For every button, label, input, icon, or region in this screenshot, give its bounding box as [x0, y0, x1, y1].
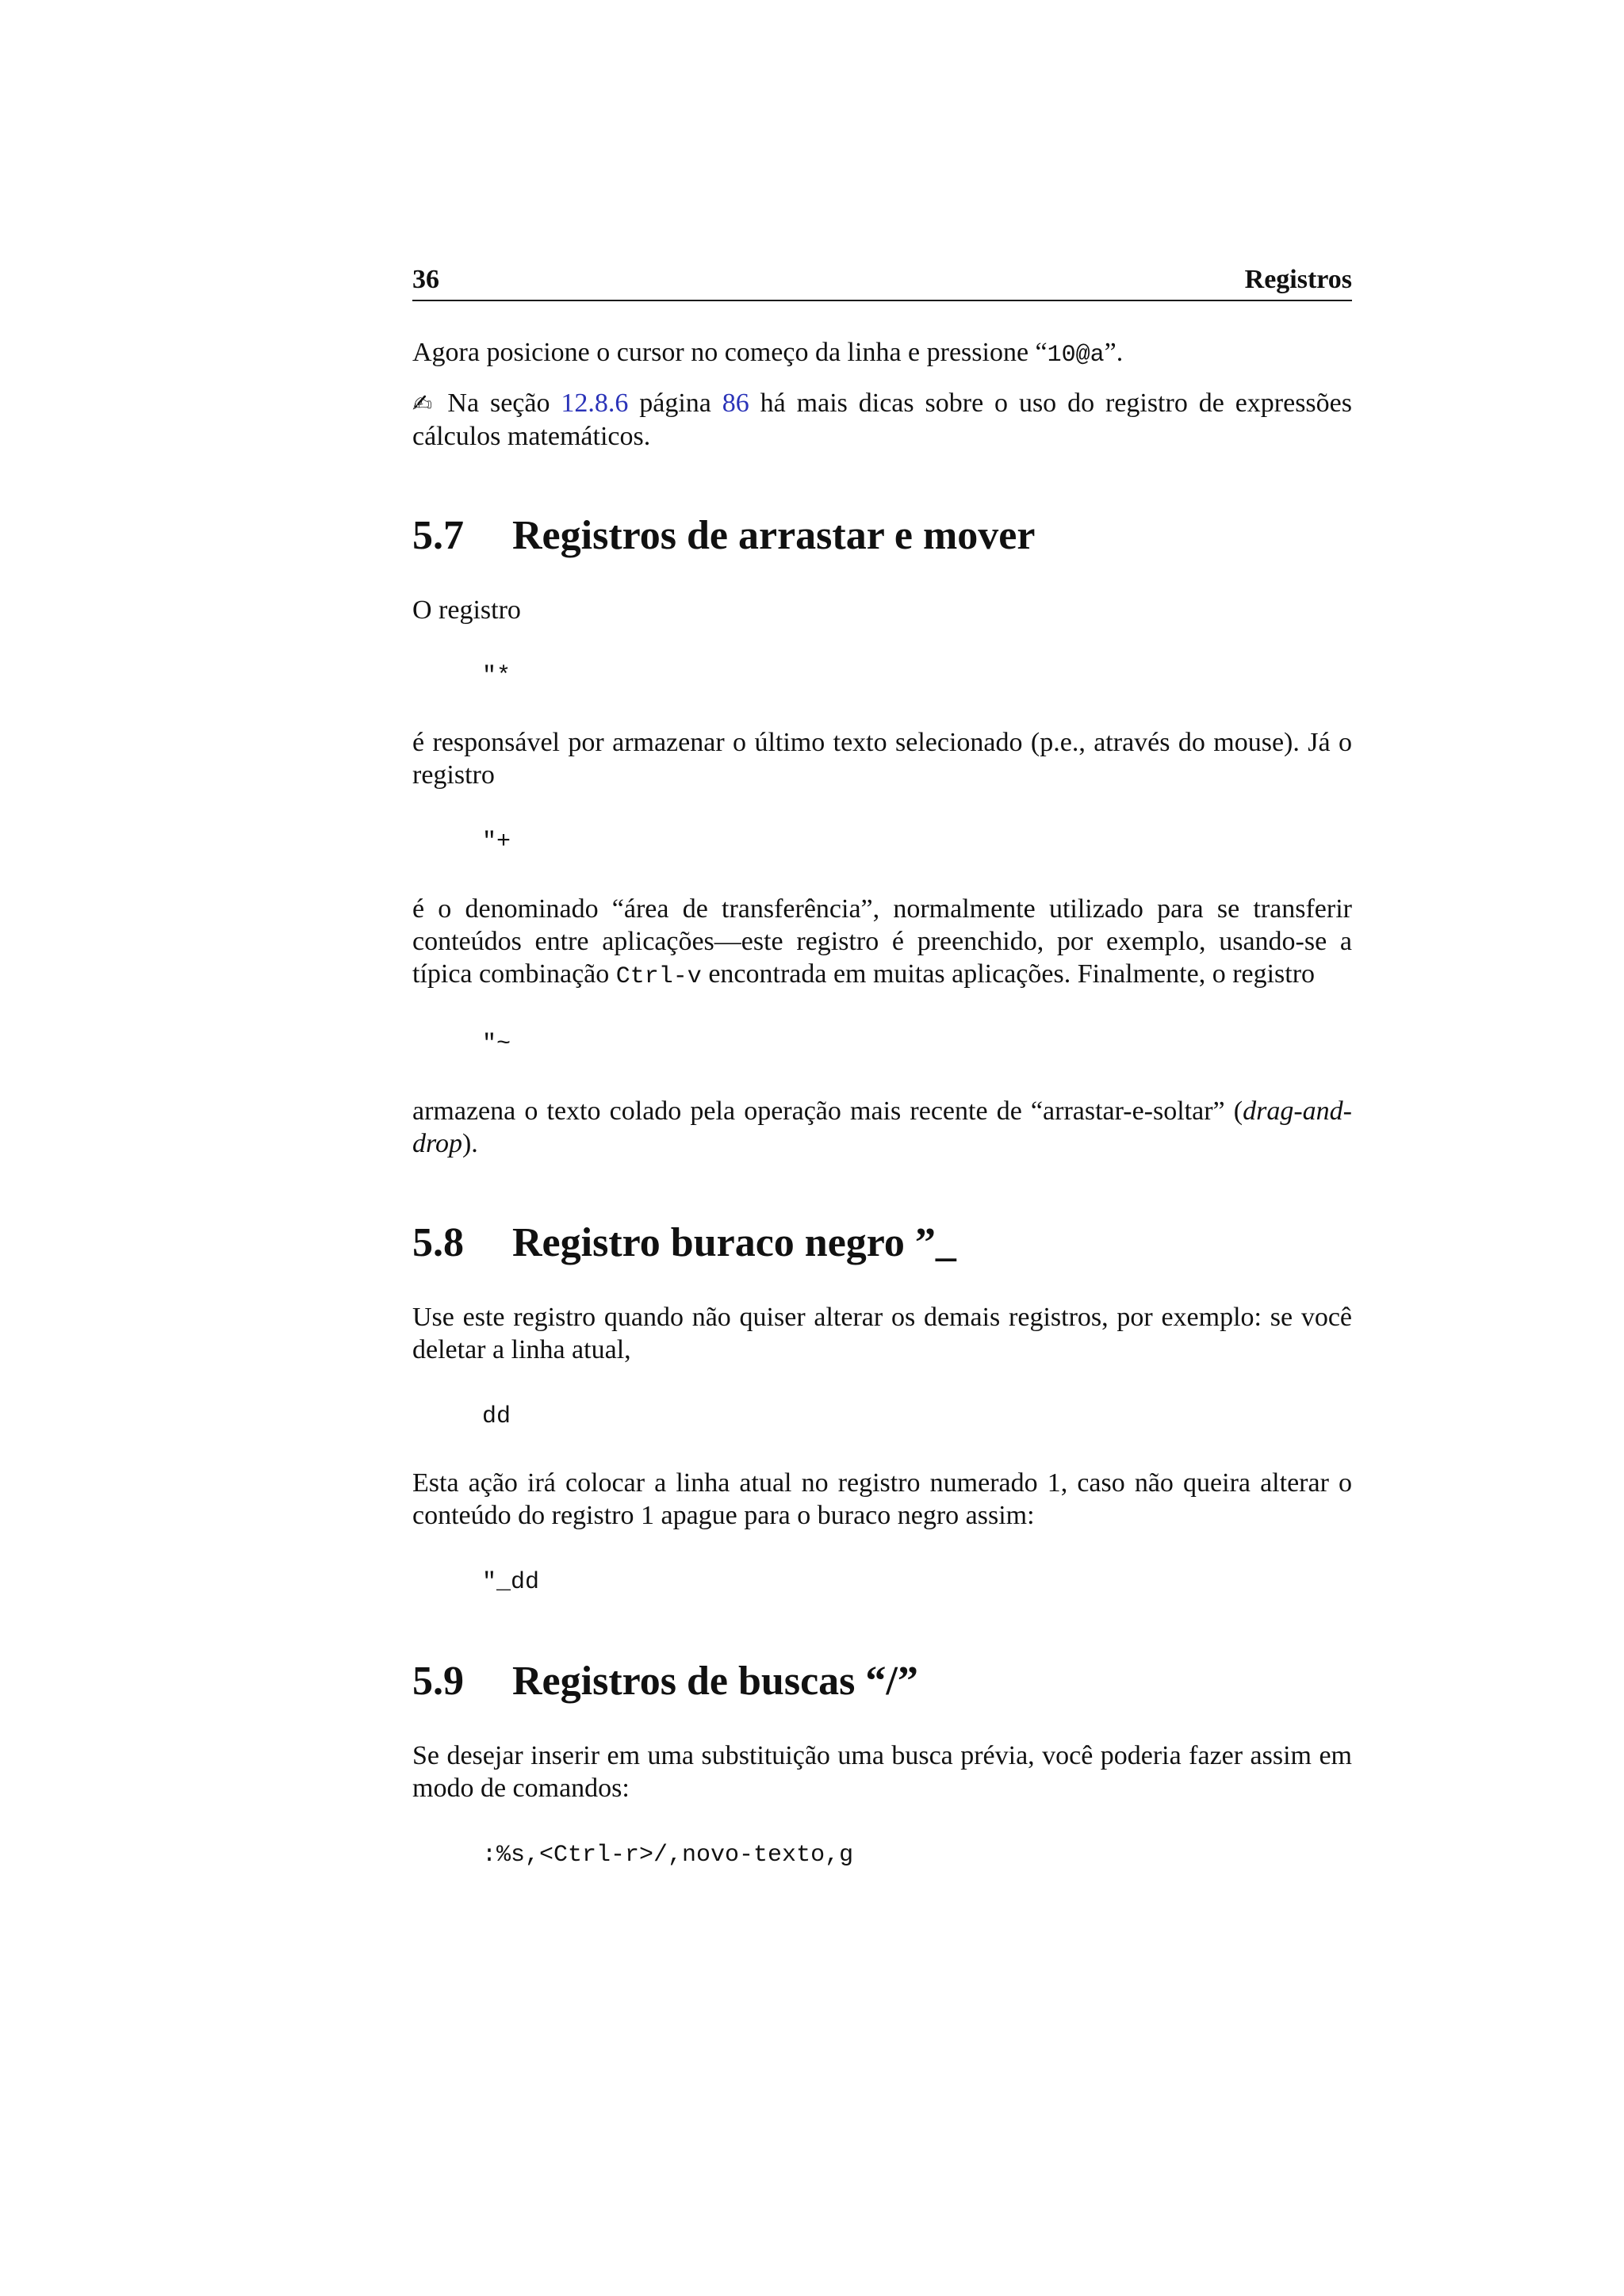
intro-text-before: Agora posicione o cursor no começo da linha e pressione “	[412, 338, 1048, 367]
section-number: 5.7	[412, 513, 464, 558]
paragraph: O registro	[412, 595, 521, 625]
note-text-1: Na seção	[436, 388, 561, 418]
section-link[interactable]: 12.8.6	[561, 388, 629, 418]
section-title: Registros de arrastar e mover	[512, 513, 1036, 558]
inline-key: Ctrl-v	[615, 963, 702, 990]
paragraph: é responsável por armazenar o último texto selecionado (p.e., através do mouse). Já o registro	[412, 728, 1352, 790]
paragraph	[412, 893, 1352, 993]
intro-key: 10@a	[1047, 342, 1105, 369]
section-title: Registros de buscas “/”	[512, 1659, 918, 1704]
page-link[interactable]: 86	[722, 388, 749, 418]
code-block: :%s,<Ctrl-r>/,novo-texto,g	[482, 1842, 854, 1869]
chapter-title: Registros	[1244, 265, 1352, 294]
paragraph: Esta ação irá colocar a linha atual no registro numerado 1, caso não queira alterar o conteúdo do registro 1 apague para o buraco negro assim:	[412, 1468, 1352, 1530]
note-paragraph	[412, 387, 1352, 453]
code-block: "+	[482, 828, 511, 855]
page-number: 36	[412, 265, 439, 294]
section-number: 5.8	[412, 1220, 464, 1265]
intro-paragraph	[412, 336, 1352, 372]
intro-text-after: ”.	[1104, 338, 1124, 367]
section-heading-5-9	[412, 1658, 1352, 1705]
section-heading-5-7	[412, 512, 1352, 560]
paragraph: Se desejar inserir em uma substituição uma busca prévia, você poderia fazer assim em modo de comandos:	[412, 1741, 1352, 1803]
code-block: dd	[482, 1403, 511, 1430]
note-text-2: página	[628, 388, 722, 418]
paragraph	[412, 1095, 1352, 1160]
paragraph-text: armazena o texto colado pela operação mais recente de “arrastar-e-soltar” (	[412, 1096, 1243, 1126]
paragraph-text: é o denominado “área de transferência”, normalmente utilizado para se transferir conteúdos entre aplicações—este registro é preenchido, por exemplo, usando-se a típica combinação	[412, 894, 1352, 989]
paragraph-text: ).	[462, 1129, 478, 1158]
section-number: 5.9	[412, 1659, 464, 1704]
section-heading-5-8	[412, 1219, 1352, 1267]
writing-hand-icon: ✍	[412, 390, 437, 418]
emphasis-text: drag-and-drop	[412, 1096, 1352, 1158]
paragraph: Use este registro quando não quiser alterar os demais registros, por exemplo: se você deletar a linha atual,	[412, 1303, 1352, 1364]
section-title: Registro buraco negro ”_	[512, 1220, 956, 1265]
code-block: "_dd	[482, 1569, 540, 1596]
code-block: "*	[482, 663, 511, 690]
code-block: "~	[482, 1031, 511, 1058]
paragraph-text: encontrada em muitas aplicações. Finalmente, o registro	[701, 959, 1316, 989]
note-text-3: há mais dicas sobre o uso do registro de expressões cálculos matemáticos.	[412, 388, 1352, 451]
document-page	[412, 254, 1352, 1871]
running-header	[412, 254, 1352, 301]
